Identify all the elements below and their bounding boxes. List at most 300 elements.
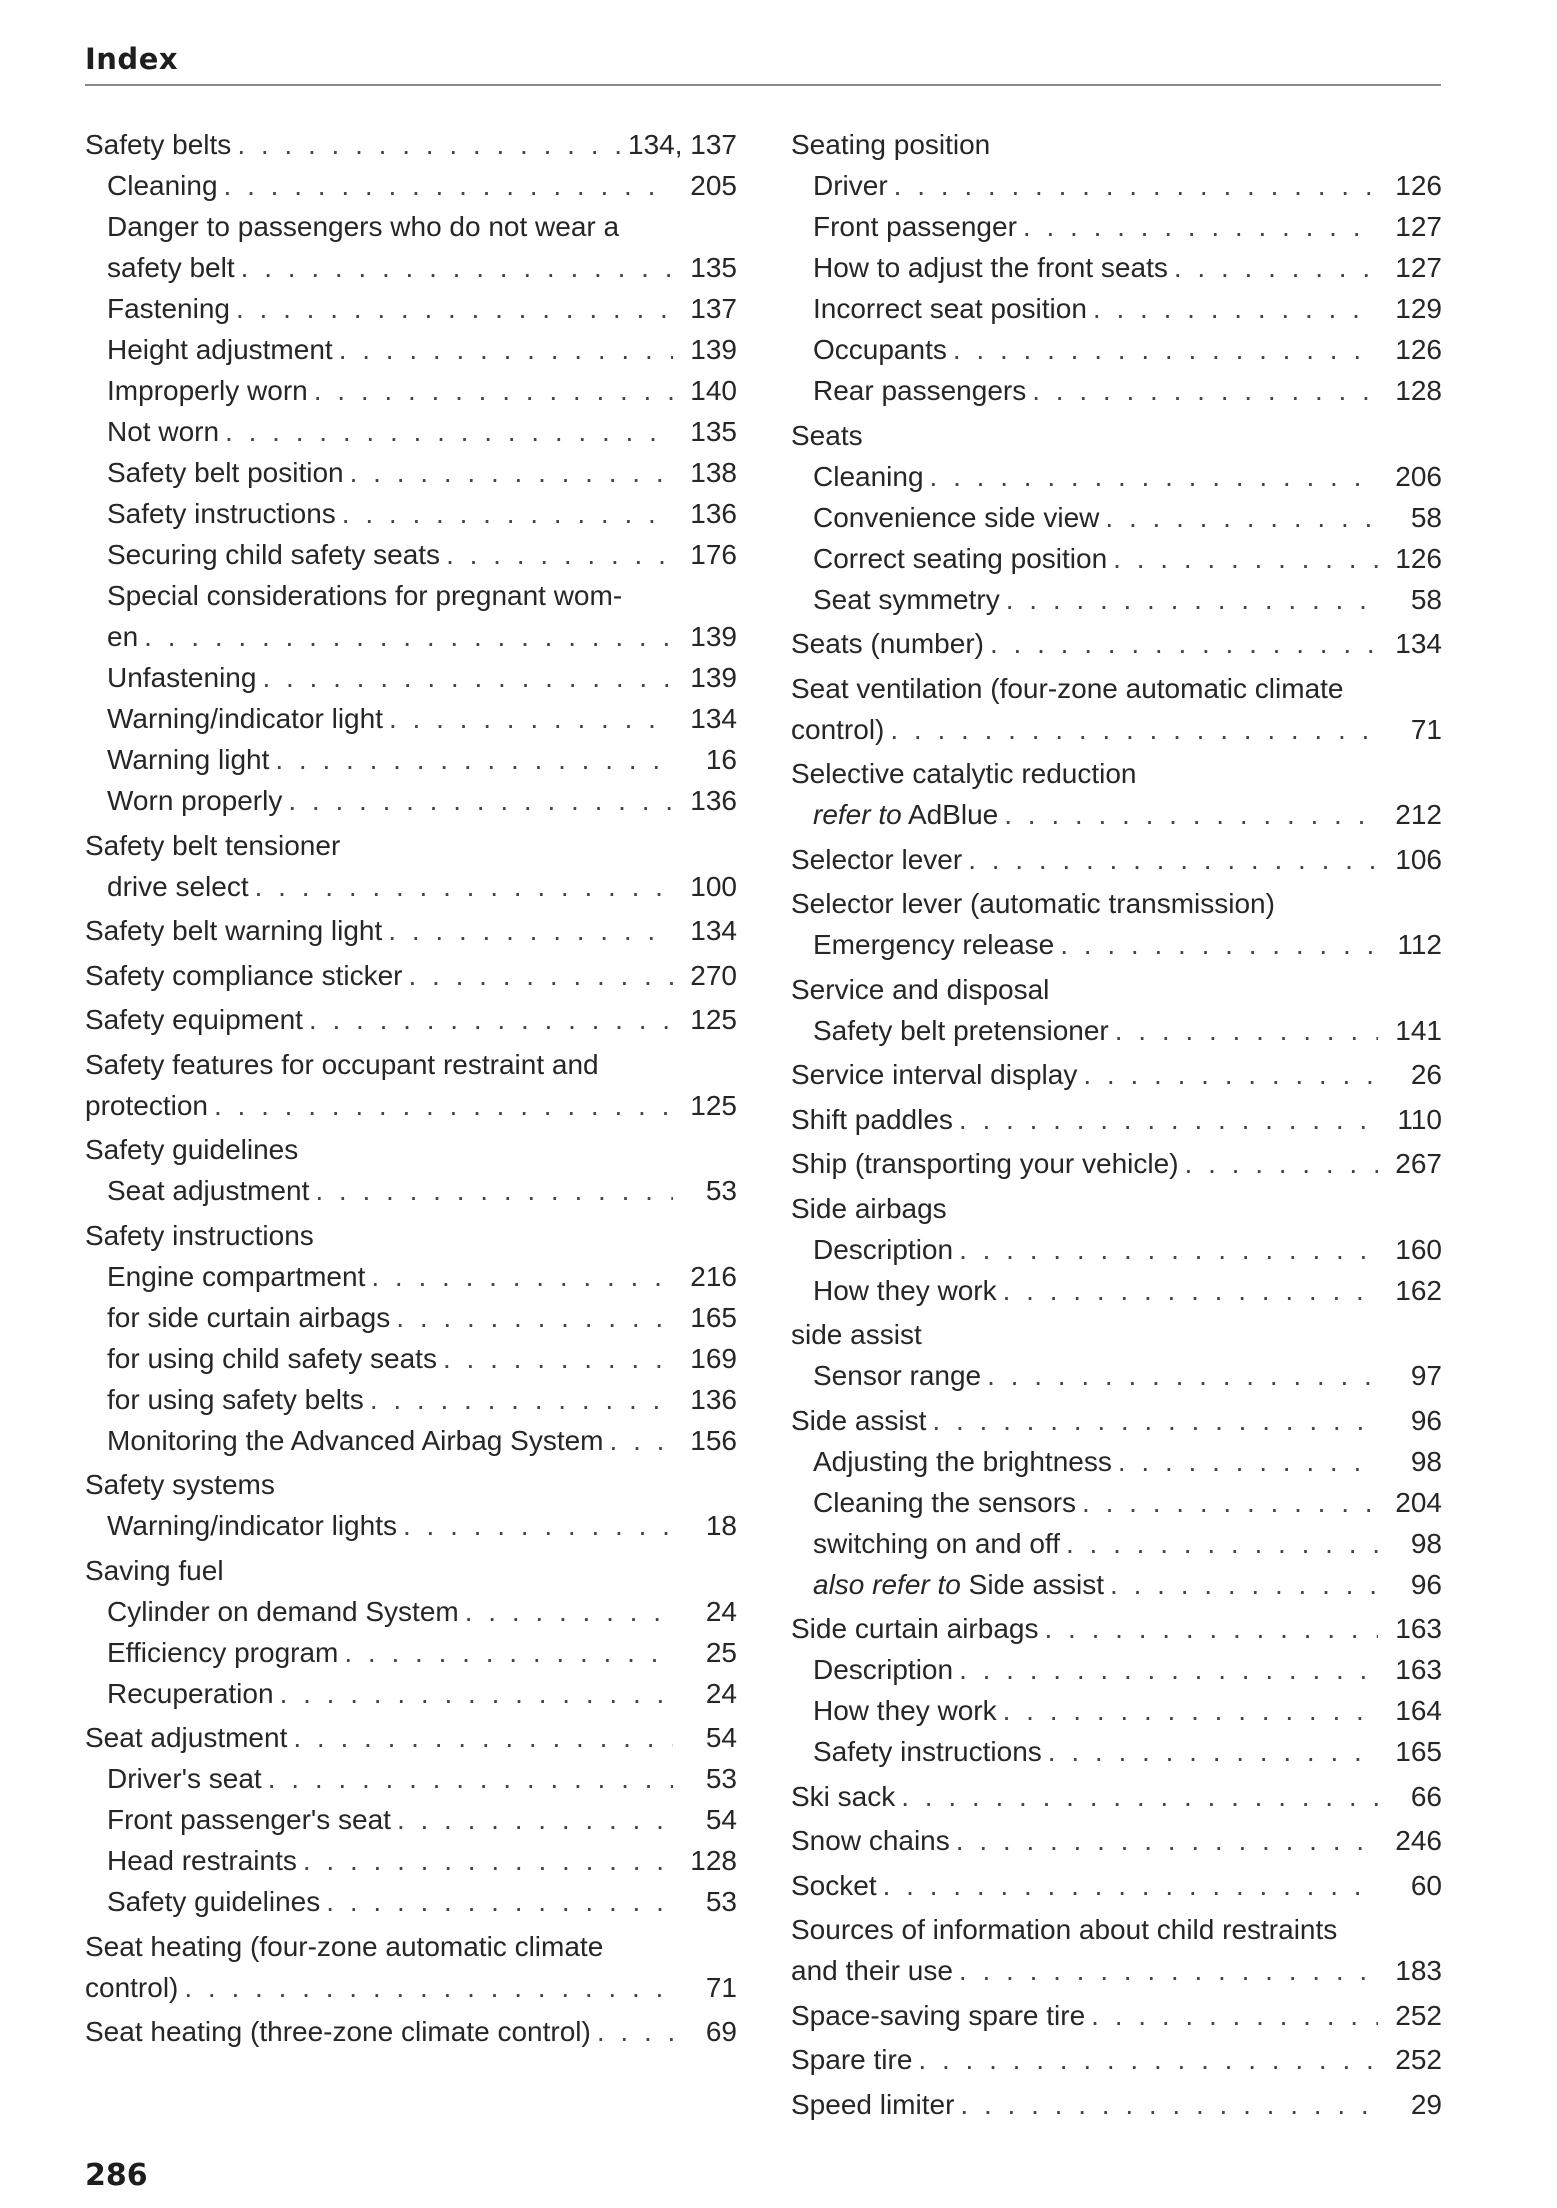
- index-entry-term-text: and their use: [791, 1955, 953, 1986]
- index-entry-page: 97: [1410, 1360, 1442, 1391]
- dot-leader: [224, 165, 673, 206]
- index-entry: [791, 1188, 1442, 1229]
- index-entry-term-text: Safety instructions: [107, 498, 336, 529]
- index-entry-term-text: Seat ventilation (four-zone automatic climate: [791, 672, 1344, 704]
- index-entry-term-text: Safety instructions: [85, 1219, 314, 1251]
- index-entry-term-text: Side assist: [791, 1404, 927, 1436]
- index-entry-term: [107, 1840, 297, 1881]
- index-entry-page: 141: [1395, 1014, 1442, 1046]
- index-column-right: [791, 124, 1442, 2125]
- index-entry: [85, 910, 737, 951]
- index-entry-term: [107, 1297, 390, 1338]
- index-entry-term: [813, 924, 1054, 965]
- index-entry-term-text: Cylinder on demand System: [107, 1595, 459, 1627]
- dot-leader: [446, 534, 673, 575]
- index-entry: [85, 1591, 737, 1632]
- index-entry-term: [813, 1649, 953, 1690]
- index-entry-term-text: Socket: [791, 1869, 877, 1901]
- index-entry-page: 267: [1395, 1148, 1442, 1179]
- index-entry-page: 128: [1395, 375, 1442, 406]
- index-entry-term-text: safety belt: [107, 252, 235, 283]
- dot-leader: [959, 1950, 1378, 1991]
- dot-leader: [293, 1717, 673, 1758]
- index-entry: [791, 668, 1442, 709]
- index-entry-page: 160: [1395, 1233, 1442, 1265]
- index-entry: [85, 955, 737, 996]
- index-entry-page: 125: [690, 1089, 737, 1121]
- dot-leader: [894, 165, 1378, 206]
- header-divider: [85, 84, 1441, 86]
- index-entry-page: 69: [705, 2016, 737, 2047]
- index-entry: [791, 1314, 1442, 1355]
- index-entry-term: [85, 1215, 314, 1256]
- index-entry-page: 139: [690, 334, 737, 365]
- index-entry-term-text: Driver's seat: [107, 1763, 262, 1794]
- index-entry-term-text: Occupants: [813, 334, 947, 365]
- index-entry-term: [107, 370, 308, 411]
- index-entry-term-text: Speed limiter: [791, 2088, 955, 2120]
- dot-leader: [901, 1776, 1378, 1817]
- index-entry: [791, 1054, 1442, 1095]
- index-entry-term: [813, 794, 998, 835]
- index-entry-term: [107, 1505, 397, 1546]
- index-entry-term: [791, 1950, 953, 1991]
- dot-leader: [1115, 1010, 1378, 1051]
- index-entry: [85, 739, 737, 780]
- dot-leader: [237, 124, 622, 165]
- index-entry-page: 136: [690, 785, 737, 816]
- index-entry-term: [107, 411, 219, 452]
- index-entry-term: [85, 1044, 599, 1085]
- index-entry-page: 54: [705, 1722, 737, 1753]
- dot-leader: [262, 657, 673, 698]
- index-entry-page: 25: [705, 1636, 737, 1668]
- index-entry: [791, 924, 1442, 965]
- index-entry-term: [85, 999, 303, 1040]
- index-entry-term-text: Safety systems: [85, 1469, 275, 1500]
- index-entry-term-text: Rear passengers: [813, 375, 1027, 406]
- index-entry-page: 66: [1410, 1780, 1442, 1812]
- index-entry-term-text: Selector lever: [791, 843, 963, 875]
- index-entry-term-text: Seat heating (four-zone automatic climate: [85, 1930, 604, 1962]
- index-entry-term-text: Head restraints: [107, 1845, 297, 1876]
- index-entry-page: 134: [690, 703, 737, 734]
- index-entry-term: [791, 709, 884, 750]
- index-entry-term: [107, 165, 218, 206]
- index-entry-term-text: Front passenger: [813, 211, 1017, 242]
- index-entry: [791, 247, 1442, 288]
- dot-leader: [288, 780, 673, 821]
- index-entry-term: [107, 616, 138, 657]
- index-entry-term-text: Improperly worn: [107, 375, 308, 406]
- dot-leader: [1083, 1054, 1378, 1095]
- index-entry-term-text: control): [791, 713, 885, 745]
- index-entry-term-text: Driver: [813, 170, 888, 201]
- index-entry-term-text: Monitoring the Advanced Airbag System: [107, 1424, 604, 1456]
- index-entry-term: [107, 866, 249, 907]
- index-entry-page: 165: [690, 1301, 737, 1333]
- index-entry-term-text: Description: [813, 1233, 954, 1265]
- index-entry-term: [85, 1967, 178, 2008]
- dot-leader: [303, 1840, 673, 1881]
- index-entry-reference-prefix: also refer to: [813, 1568, 961, 1600]
- dot-leader: [1023, 206, 1378, 247]
- index-entry-term: [107, 698, 383, 739]
- index-entry-page: 110: [1397, 1103, 1442, 1135]
- dot-leader: [396, 1297, 673, 1338]
- dot-leader: [610, 1420, 673, 1461]
- index-entry-term: [791, 1400, 926, 1441]
- dot-leader: [1032, 370, 1378, 411]
- dot-leader: [956, 1820, 1378, 1861]
- index-entry-term: [85, 1550, 224, 1591]
- dot-leader: [371, 1256, 673, 1297]
- dot-leader: [968, 839, 1378, 880]
- index-entry-page: 212: [1395, 799, 1442, 830]
- index-entry-term: [85, 2011, 591, 2052]
- index-entry-page: 165: [1395, 1736, 1442, 1767]
- index-entry: [85, 370, 737, 411]
- index-entry-term: [791, 1909, 1337, 1950]
- dot-leader: [397, 1799, 673, 1840]
- index-entry-term: [813, 1441, 1112, 1482]
- index-entry-term-text: Cleaning: [813, 460, 924, 492]
- index-entry-page: 100: [690, 870, 737, 902]
- index-entry-term-text: for using safety belts: [107, 1383, 364, 1415]
- index-entry-term-text: Sources of information about child restraints: [791, 1914, 1338, 1945]
- index-entry-term-text: Snow chains: [791, 1825, 950, 1856]
- index-entry-term-text: Danger to passengers who do not wear a: [107, 211, 620, 242]
- index-entry: [791, 165, 1442, 206]
- index-entry-term: [85, 1717, 287, 1758]
- index-entry-term: [791, 1054, 1077, 1095]
- index-entry-term-text: Service interval display: [791, 1059, 1078, 1090]
- index-entry-term: [791, 2084, 954, 2125]
- index-entry: [791, 1731, 1442, 1772]
- index-entry-term: [813, 206, 1017, 247]
- index-entry-term-text: Description: [813, 1654, 954, 1685]
- index-entry-term: [791, 969, 1049, 1010]
- index-entry-term-text: Space-saving spare tire: [791, 1999, 1086, 2031]
- dot-leader: [339, 329, 673, 370]
- index-entry: [791, 579, 1442, 620]
- index-entry: [791, 1909, 1442, 1950]
- index-entry-term-text: Side assist: [968, 1568, 1105, 1600]
- index-entry-page: 129: [1395, 293, 1442, 324]
- index-entry-term-text: Worn properly: [107, 785, 283, 816]
- dot-leader: [255, 866, 673, 907]
- dot-leader: [1004, 794, 1378, 835]
- index-entry-term-text: Safety guidelines: [85, 1134, 299, 1165]
- dot-leader: [959, 1229, 1378, 1270]
- index-entry: [85, 1840, 737, 1881]
- index-entry-page: 205: [690, 170, 737, 201]
- index-entry-page: 163: [1395, 1654, 1442, 1685]
- index-entry-term-text: Warning light: [107, 744, 270, 775]
- index-entry-term-text: en: [107, 621, 139, 652]
- index-entry-term-text: switching on and off: [813, 1527, 1060, 1559]
- index-entry-page: 71: [1410, 713, 1442, 745]
- dot-leader: [1044, 1608, 1378, 1649]
- index-entry-term: [791, 1188, 947, 1229]
- index-entry-page: 127: [1395, 211, 1442, 242]
- index-entry-page: 24: [705, 1595, 737, 1627]
- index-entry-page: 53: [705, 1175, 737, 1206]
- index-entry-page: 137: [690, 293, 737, 324]
- index-entry-term: [791, 1608, 1038, 1649]
- index-entry-term: [813, 456, 924, 497]
- index-entry: [85, 534, 737, 575]
- index-entry-term: [107, 1379, 364, 1420]
- index-entry-term: [85, 825, 340, 866]
- index-entry-page: 140: [690, 375, 737, 406]
- dot-leader: [1093, 288, 1378, 329]
- dot-leader: [309, 999, 673, 1040]
- index-entry: [791, 1608, 1442, 1649]
- index-entry-term-text: Unfastening: [107, 662, 257, 693]
- index-entry-page: 252: [1395, 2044, 1442, 2075]
- dot-leader: [1185, 1143, 1378, 1184]
- index-entry-page: 18: [705, 1510, 737, 1541]
- index-entry-term-text: Seat symmetry: [813, 583, 1000, 615]
- index-entry-term: [813, 370, 1026, 411]
- index-entry-term-text: Safety features for occupant restraint and: [85, 1048, 599, 1080]
- index-entry: [85, 1717, 737, 1758]
- index-entry-term: [85, 124, 231, 165]
- index-entry-term: [85, 1085, 208, 1126]
- index-entry-term: [791, 883, 1275, 924]
- index-entry-term-text: Side airbags: [791, 1192, 947, 1224]
- index-entry-term-text: drive select: [107, 870, 249, 902]
- index-entry-term-text: Front passenger's seat: [107, 1804, 391, 1835]
- index-entry-page: 54: [705, 1804, 737, 1835]
- dot-leader: [990, 623, 1378, 664]
- index-entry: [791, 288, 1442, 329]
- index-entry-term: [813, 1270, 997, 1311]
- dot-leader: [350, 452, 673, 493]
- index-entry-page: 126: [1395, 334, 1442, 365]
- index-entry-page: 58: [1410, 583, 1442, 615]
- index-entry: [85, 575, 737, 616]
- dot-leader: [403, 1505, 673, 1546]
- index-entry: [791, 329, 1442, 370]
- index-entry: [791, 370, 1442, 411]
- index-entry-term-text: Ski sack: [791, 1780, 896, 1812]
- dot-leader: [275, 739, 673, 780]
- index-entry-term-text: Emergency release: [813, 929, 1055, 960]
- index-entry-term-text: Convenience side view: [813, 501, 1100, 533]
- index-entry-term-text: Special considerations for pregnant wom-: [107, 580, 623, 611]
- dot-leader: [1003, 1690, 1378, 1731]
- index-entry: [791, 1270, 1442, 1311]
- index-entry-term-text: Securing child safety seats: [107, 539, 441, 570]
- dot-leader: [388, 910, 673, 951]
- index-entry-page: 176: [690, 539, 737, 570]
- index-entry-term: [107, 1256, 365, 1297]
- dot-leader: [1006, 579, 1378, 620]
- dot-leader: [960, 2084, 1378, 2125]
- index-entry-page: 98: [1410, 1527, 1442, 1559]
- index-entry-term: [107, 247, 235, 288]
- index-entry-term-text: Side curtain airbags: [791, 1613, 1039, 1644]
- index-entry-term: [107, 206, 619, 247]
- index-entry-page: 58: [1410, 501, 1442, 533]
- index-entry-term: [813, 497, 1099, 538]
- index-entry-page: 96: [1410, 1568, 1442, 1600]
- index-entry-term: [813, 579, 1000, 620]
- index-entry-term: [107, 575, 622, 616]
- index-entry-term: [107, 739, 269, 780]
- index-entry-page: 134: [1395, 628, 1442, 659]
- dot-leader: [932, 1400, 1378, 1441]
- dot-leader: [342, 493, 673, 534]
- index-entry-term: [813, 1731, 1042, 1772]
- dot-leader: [1110, 1564, 1378, 1605]
- index-entry-page: 24: [705, 1677, 737, 1709]
- index-entry-term: [813, 1690, 997, 1731]
- dot-leader: [241, 247, 673, 288]
- index-entry: [85, 1297, 737, 1338]
- index-entry-term: [813, 1229, 953, 1270]
- dot-leader: [1091, 1995, 1378, 2036]
- index-entry-page: 125: [690, 1004, 737, 1035]
- index-entry-term: [791, 124, 990, 165]
- index-entry-page: 252: [1395, 1999, 1442, 2031]
- index-entry-term-text: Seat adjustment: [107, 1175, 310, 1206]
- index-entry: [791, 1229, 1442, 1270]
- index-entry: [791, 839, 1442, 880]
- index-entry: [85, 452, 737, 493]
- index-entry: [791, 497, 1442, 538]
- index-entry-term-text: Height adjustment: [107, 334, 333, 365]
- dot-leader: [930, 456, 1378, 497]
- index-entry: [85, 1881, 737, 1922]
- index-entry-term: [791, 1820, 950, 1861]
- index-entry: [85, 698, 737, 739]
- index-entry-term: [791, 1995, 1085, 2036]
- index-entry-term: [107, 1799, 391, 1840]
- dot-leader: [597, 2011, 673, 2052]
- index-entry: [85, 1420, 737, 1461]
- index-entry-term-text: Safety equipment: [85, 1004, 303, 1035]
- index-entry-term-text: side assist: [791, 1319, 922, 1350]
- index-entry: [791, 1564, 1442, 1605]
- index-entry-term-text: Seat heating (three-zone climate control): [85, 2016, 591, 2047]
- index-entry-term-text: How they work: [813, 1695, 997, 1726]
- index-entry: [85, 825, 737, 866]
- dot-leader: [1174, 247, 1378, 288]
- index-entry: [791, 1143, 1442, 1184]
- index-entry-term-text: Safety belt position: [107, 457, 344, 488]
- dot-leader: [225, 411, 673, 452]
- index-entry-term: [791, 1099, 953, 1140]
- index-entry: [85, 1550, 737, 1591]
- index-entry: [791, 1865, 1442, 1906]
- index-entry-page: 71: [705, 1971, 737, 2003]
- index-entry: [791, 709, 1442, 750]
- index-entry-page: 98: [1410, 1445, 1442, 1477]
- index-entry-term: [107, 493, 336, 534]
- index-entry-term-text: Seats: [791, 419, 863, 451]
- index-entry-term: [107, 1170, 309, 1211]
- index-entry-term-text: Service and disposal: [791, 973, 1050, 1005]
- index-entry: [85, 329, 737, 370]
- index-entry-page: 164: [1395, 1695, 1442, 1726]
- index-entry-term: [813, 1523, 1060, 1564]
- dot-leader: [280, 1673, 673, 1714]
- index-entry: [85, 1129, 737, 1170]
- index-entry: [85, 1632, 737, 1673]
- index-entry-term-text: Safety belt pretensioner: [813, 1014, 1109, 1046]
- index-entry-term: [107, 1338, 437, 1379]
- index-entry-term: [107, 1420, 604, 1461]
- index-entry-page: 183: [1395, 1955, 1442, 1986]
- index-entry-page: 106: [1395, 843, 1442, 875]
- index-entry: [85, 1464, 737, 1505]
- index-entry-term: [813, 1482, 1076, 1523]
- index-entry-term-text: Safety instructions: [813, 1736, 1042, 1767]
- index-entry: [85, 780, 737, 821]
- index-entry-term-text: Selective catalytic reduction: [791, 758, 1137, 789]
- index-entry-term-text: AdBlue: [907, 799, 999, 830]
- index-entry: [85, 411, 737, 452]
- index-entry-term: [791, 1776, 895, 1817]
- index-entry-reference-prefix: refer to: [813, 799, 902, 830]
- index-entry-term: [791, 1314, 922, 1355]
- index-entry: [791, 1690, 1442, 1731]
- index-entry: [791, 206, 1442, 247]
- index-entry-term: [107, 780, 282, 821]
- index-entry: [791, 415, 1442, 456]
- index-entry: [85, 1085, 737, 1126]
- index-entry-term: [107, 329, 333, 370]
- index-entry-term-text: Efficiency program: [107, 1636, 339, 1668]
- index-entry-term-text: Seats (number): [791, 628, 984, 659]
- index-entry-term: [107, 1673, 274, 1714]
- index-entry-term: [107, 1881, 320, 1922]
- index-entry-term: [107, 288, 230, 329]
- index-entry-page: 135: [690, 252, 737, 283]
- dot-leader: [953, 329, 1378, 370]
- index-entry-term-text: Recuperation: [107, 1677, 274, 1709]
- index-entry-term-text: Spare tire: [791, 2044, 913, 2075]
- index-entry-page: 216: [690, 1260, 737, 1292]
- index-entry-page: 163: [1395, 1613, 1442, 1644]
- index-entry-page: 139: [690, 621, 737, 652]
- dot-leader: [184, 1967, 673, 2008]
- index-entry-term-text: Cleaning the sensors: [813, 1486, 1077, 1518]
- index-entry: [791, 1441, 1442, 1482]
- dot-leader: [389, 698, 673, 739]
- dot-leader: [268, 1758, 673, 1799]
- index-entry-term: [791, 415, 863, 456]
- dot-leader: [1066, 1523, 1378, 1564]
- index-entry-term: [107, 657, 256, 698]
- index-entry-page: 204: [1395, 1486, 1442, 1518]
- index-entry-term: [107, 534, 440, 575]
- index-entry-page: 135: [690, 416, 737, 447]
- index-entry: [85, 1379, 737, 1420]
- index-entry: [791, 1523, 1442, 1564]
- index-entry: [85, 2011, 737, 2052]
- index-entry: [85, 1215, 737, 1256]
- index-entry-term-text: Seating position: [791, 129, 991, 160]
- index-entry: [791, 1820, 1442, 1861]
- index-entry-term-text: Seat adjustment: [85, 1722, 288, 1753]
- index-entry-term: [85, 910, 382, 951]
- index-entry-term-text: Warning/indicator light: [107, 703, 383, 734]
- index-entry: [85, 288, 737, 329]
